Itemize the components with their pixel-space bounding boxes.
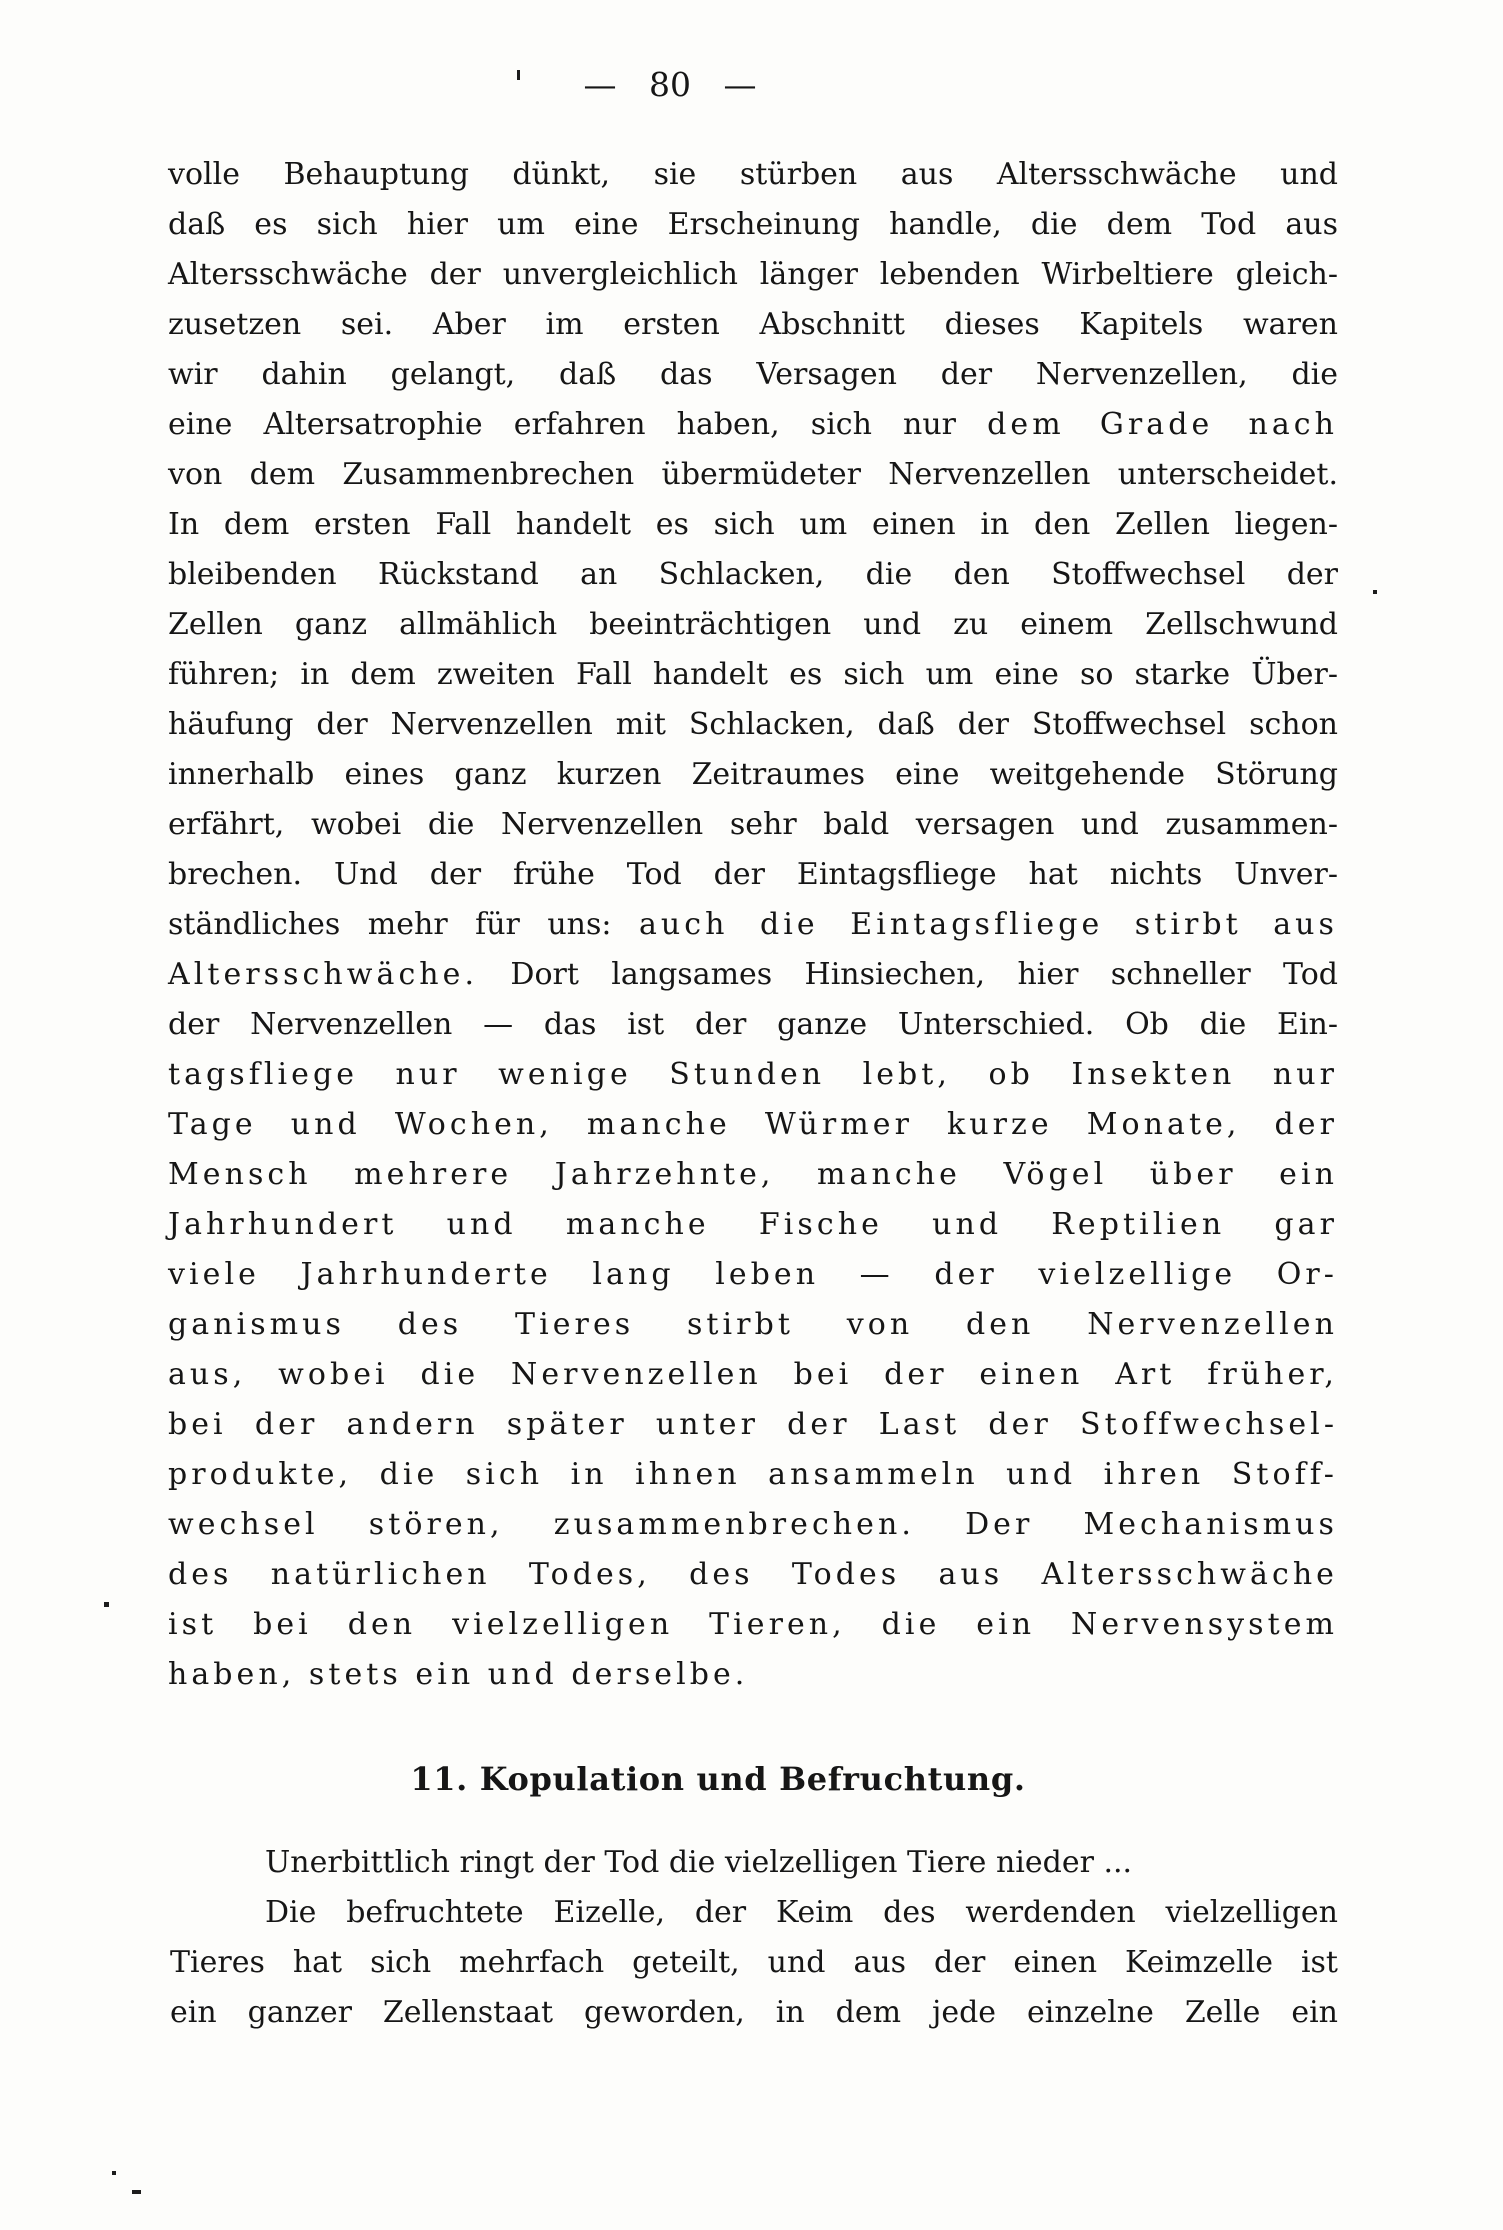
page-number: — 80 — bbox=[583, 65, 757, 104]
text-line bbox=[168, 700, 1338, 750]
text-line bbox=[168, 1400, 1338, 1450]
text-line bbox=[168, 750, 1338, 800]
text-line bbox=[168, 600, 1338, 650]
text-segment: innerhalb eines ganz kurzen Zeitraumes eine weitgehende Störung bbox=[168, 757, 1338, 792]
text-segment: wir dahin gelangt, daß das Versagen der Nervenzellen, die bbox=[168, 357, 1338, 392]
text-line bbox=[168, 1650, 1338, 1700]
text-segment: daß es sich hier um eine Erscheinung handle, die dem Tod aus bbox=[168, 207, 1338, 242]
text-line bbox=[168, 1250, 1338, 1300]
text-segment: haben, stets ein und derselbe. bbox=[168, 1657, 749, 1692]
text-segment: auch die Eintagsfliege stirbt aus bbox=[638, 907, 1338, 942]
paragraph-1 bbox=[168, 150, 1338, 1700]
text-segment: tagsfliege nur wenige Stunden lebt, ob Insekten nur bbox=[168, 1057, 1338, 1092]
text-line bbox=[168, 1150, 1338, 1200]
text-segment: erfährt, wobei die Nervenzellen sehr bald versagen und zusammen- bbox=[168, 807, 1338, 842]
scan-speck bbox=[112, 2171, 116, 2175]
text-segment: Altersschwäche. bbox=[168, 957, 479, 992]
text-segment: ein ganzer Zellenstaat geworden, in dem jede einzelne Zelle ein bbox=[170, 1995, 1338, 2030]
text-line bbox=[168, 1550, 1338, 1600]
text-line bbox=[168, 1000, 1338, 1050]
text-segment: Altersschwäche der unvergleichlich länger lebenden Wirbeltiere gleich- bbox=[168, 257, 1338, 292]
text-line bbox=[168, 550, 1338, 600]
text-line bbox=[168, 350, 1338, 400]
text-segment: ständliches mehr für uns: bbox=[168, 907, 639, 942]
text-segment: dem Grade nach bbox=[987, 407, 1338, 442]
text-segment: viele Jahrhunderte lang leben — der vielzellige Or- bbox=[168, 1257, 1338, 1292]
text-segment: häufung der Nervenzellen mit Schlacken, daß der Stoffwechsel schon bbox=[168, 707, 1338, 742]
text-segment: führen; in dem zweiten Fall handelt es sich um eine so starke Über- bbox=[168, 657, 1338, 692]
text-line bbox=[168, 1500, 1338, 1550]
text-segment: bei der andern später unter der Last der Stoffwechsel- bbox=[168, 1407, 1338, 1442]
text-segment: Die befruchtete Eizelle, der Keim des werdenden vielzelligen bbox=[265, 1895, 1338, 1930]
text-line bbox=[168, 200, 1338, 250]
text-line bbox=[168, 1100, 1338, 1150]
text-segment: wechsel stören, zusammenbrechen. Der Mechanismus bbox=[168, 1507, 1338, 1542]
text-line bbox=[168, 850, 1338, 900]
section-heading: 11. Kopulation und Befruchtung. bbox=[410, 1760, 1026, 1798]
text-segment: In dem ersten Fall handelt es sich um einen in den Zellen liegen- bbox=[168, 507, 1338, 542]
text-line bbox=[168, 400, 1338, 450]
text-segment: Tage und Wochen, manche Würmer kurze Monate, der bbox=[168, 1107, 1338, 1142]
text-line bbox=[168, 1200, 1338, 1250]
scan-speck bbox=[132, 2190, 141, 2194]
text-segment: Jahrhundert und manche Fische und Reptilien gar bbox=[168, 1207, 1338, 1242]
text-line bbox=[170, 1988, 1338, 2038]
text-line bbox=[168, 150, 1338, 200]
text-segment: Mensch mehrere Jahrzehnte, manche Vögel über ein bbox=[168, 1157, 1338, 1192]
text-segment: produkte, die sich in ihnen ansammeln und ihren Stoff- bbox=[168, 1457, 1338, 1492]
text-segment: Unerbittlich ringt der Tod die vielzelligen Tiere nieder ... bbox=[265, 1845, 1133, 1880]
paragraph-3 bbox=[170, 1888, 1338, 2038]
scan-speck bbox=[104, 1602, 109, 1607]
text-line bbox=[170, 1938, 1338, 1988]
text-line bbox=[168, 1350, 1338, 1400]
main-text-block bbox=[168, 150, 1338, 1700]
text-segment: ganismus des Tieres stirbt von den Nervenzellen bbox=[168, 1307, 1338, 1342]
paragraph-2 bbox=[170, 1838, 1338, 1888]
text-line bbox=[168, 1600, 1338, 1650]
text-segment: ist bei den vielzelligen Tieren, die ein Nervensystem bbox=[168, 1607, 1338, 1642]
scan-speck bbox=[1373, 590, 1377, 594]
lower-text-block bbox=[170, 1838, 1338, 2038]
text-line bbox=[168, 650, 1338, 700]
text-line bbox=[168, 250, 1338, 300]
text-line bbox=[168, 800, 1338, 850]
scan-speck bbox=[517, 70, 520, 80]
text-line bbox=[168, 1450, 1338, 1500]
text-line bbox=[170, 1838, 1338, 1888]
text-line bbox=[170, 1888, 1338, 1938]
text-segment: Zellen ganz allmählich beeinträchtigen und zu einem Zellschwund bbox=[168, 607, 1338, 642]
text-line bbox=[168, 500, 1338, 550]
text-segment: Dort langsames Hinsiechen, hier schneller Tod bbox=[478, 957, 1338, 992]
text-segment: zusetzen sei. Aber im ersten Abschnitt dieses Kapitels waren bbox=[168, 307, 1338, 342]
text-line bbox=[168, 1300, 1338, 1350]
text-segment: aus, wobei die Nervenzellen bei der einen Art früher, bbox=[168, 1357, 1338, 1392]
text-line bbox=[168, 900, 1338, 950]
text-segment: Tieres hat sich mehrfach geteilt, und aus der einen Keimzelle ist bbox=[170, 1945, 1338, 1980]
text-line bbox=[168, 300, 1338, 350]
text-segment: eine Altersatrophie erfahren haben, sich nur bbox=[168, 407, 988, 442]
text-segment: der Nervenzellen — das ist der ganze Unterschied. Ob die Ein- bbox=[168, 1007, 1338, 1042]
text-segment: des natürlichen Todes, des Todes aus Altersschwäche bbox=[168, 1557, 1338, 1592]
text-line bbox=[168, 950, 1338, 1000]
text-segment: volle Behauptung dünkt, sie stürben aus Altersschwäche und bbox=[168, 157, 1338, 192]
text-segment: bleibenden Rückstand an Schlacken, die den Stoffwechsel der bbox=[168, 557, 1338, 592]
text-line bbox=[168, 1050, 1338, 1100]
text-segment: brechen. Und der frühe Tod der Eintagsfliege hat nichts Unver- bbox=[168, 857, 1338, 892]
text-segment: von dem Zusammenbrechen übermüdeter Nervenzellen unterscheidet. bbox=[168, 457, 1338, 492]
text-line bbox=[168, 450, 1338, 500]
